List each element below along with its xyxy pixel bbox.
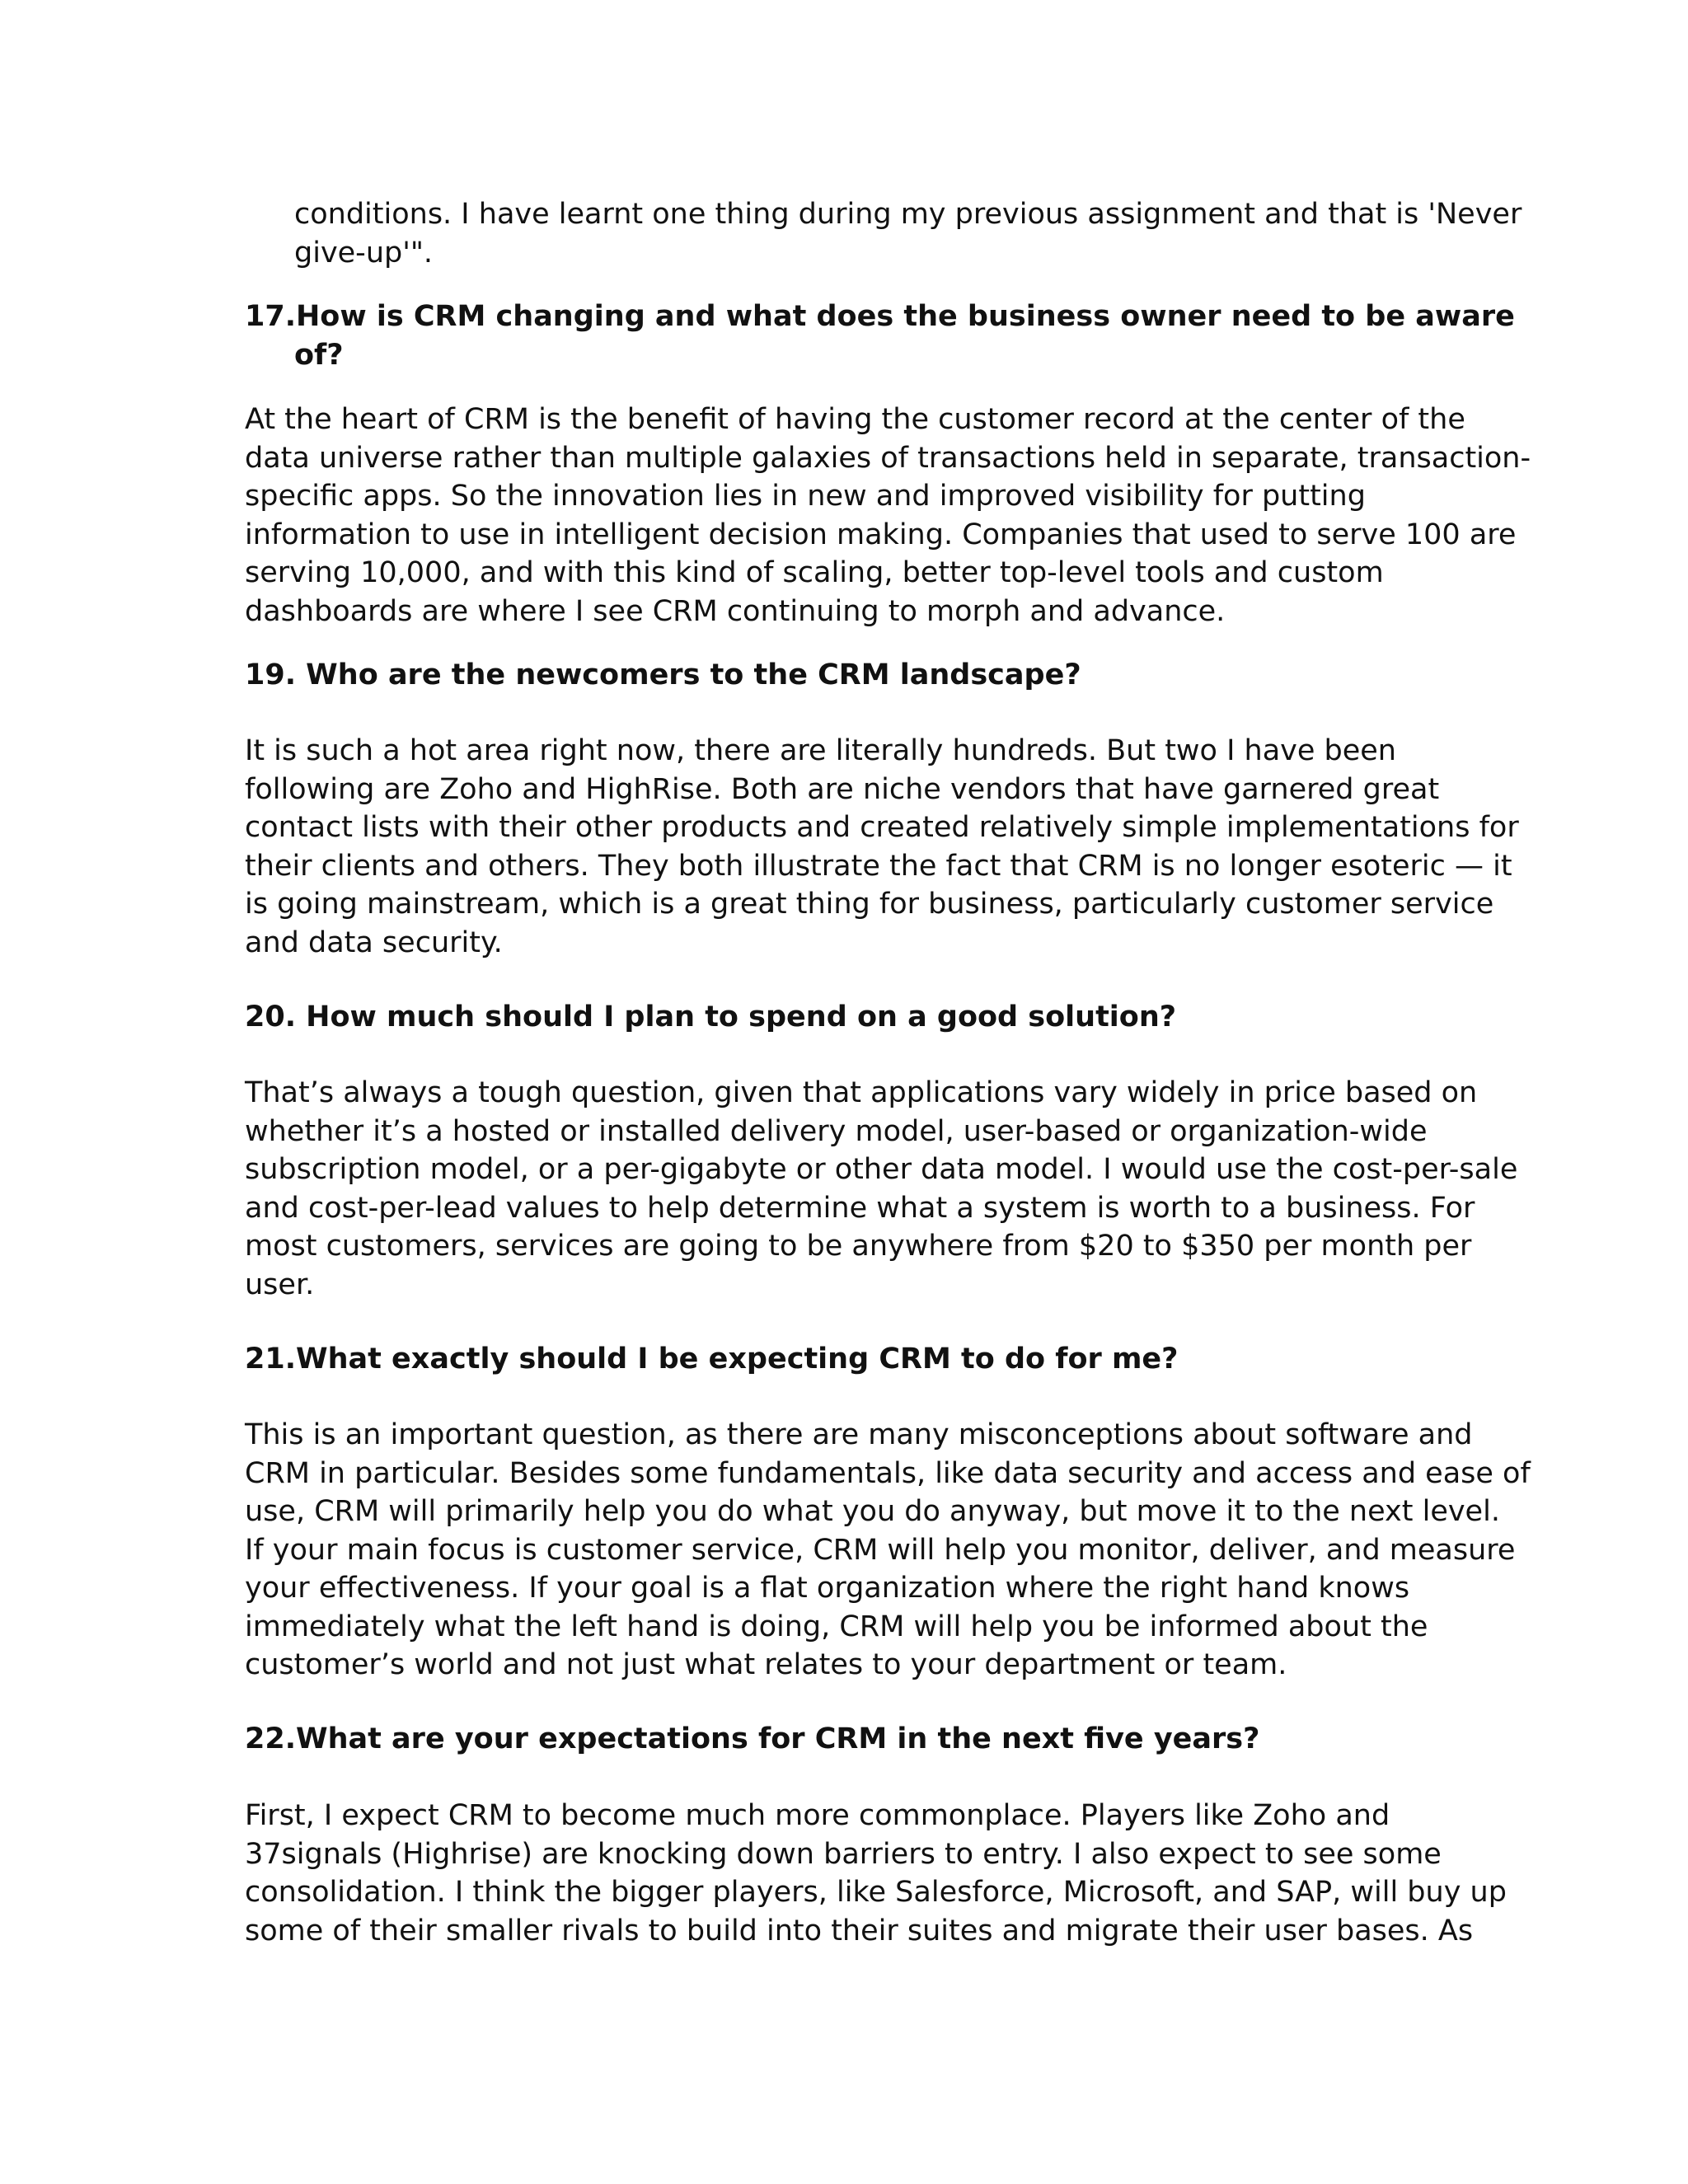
text-line: and data security. [245,926,503,959]
answer-19-paragraph [245,732,1519,962]
text-line: give-up'". [294,236,434,269]
heading-line: 17.How is CRM changing and what does the business owner need to be aware [245,300,1515,333]
heading-line: of? [294,338,344,372]
text-line: information to use in intelligent decision making. Companies that used to serve 100 are [245,518,1517,551]
text-line: If your main focus is customer service, CRM will help you monitor, deliver, and measure [245,1533,1516,1567]
text-line: whether it’s a hosted or installed delivery model, user-based or organization-wide [245,1114,1428,1148]
text-line: specific apps. So the innovation lies in new and improved visibility for putting [245,480,1366,513]
text-line: subscription model, or a per-gigabyte or other data model. I would use the cost-per-sale [245,1153,1518,1186]
text-line: contact lists with their other products and created relatively simple implementations for [245,811,1519,844]
text-line: 37signals (Highrise) are knocking down barriers to entry. I also expect to see some [245,1837,1442,1871]
text-line: use, CRM will primarily help you do what you do anyway, but move it to the next level. [245,1495,1500,1528]
answer-20-paragraph [245,1074,1518,1304]
text-line: conditions. I have learnt one thing during my previous assignment and that is 'Never [294,198,1522,231]
answer-22-paragraph [245,1797,1507,1950]
text-line: dashboards are where I see CRM continuing to morph and advance. [245,594,1226,628]
text-line: First, I expect CRM to become much more commonplace. Players like Zoho and [245,1799,1390,1832]
text-line: customer’s world and not just what relates to your department or team. [245,1648,1287,1681]
text-line: It is such a hot area right now, there are literally hundreds. But two I have been [245,734,1396,767]
text-line: immediately what the left hand is doing, CRM will help you be informed about the [245,1610,1428,1643]
text-line: and cost-per-lead values to help determine what a system is worth to a business. For [245,1191,1475,1225]
heading-line: 20. How much should I plan to spend on a good solution? [245,1001,1177,1033]
question-22-heading [245,1720,1481,1759]
text-line: following are Zoho and HighRise. Both are niche vendors that have garnered great [245,772,1440,806]
text-line: consolidation. I think the bigger players, like Salesforce, Microsoft, and SAP, will buy up [245,1876,1507,1909]
text-line: data universe rather than multiple galaxies of transactions held in separate, transaction- [245,441,1531,475]
heading-line: 22.What are your expectations for CRM in the next five years? [245,1722,1260,1755]
continuation-paragraph [294,195,1522,272]
text-line: is going mainstream, which is a great thing for business, particularly customer service [245,888,1494,921]
text-line: CRM in particular. Besides some fundamentals, like data security and access and ease of [245,1456,1531,1490]
text-line: some of their smaller rivals to build into their suites and migrate their user bases. As [245,1914,1474,1947]
text-line: user. [245,1268,315,1301]
heading-line: 21.What exactly should I be expecting CRM to do for me? [245,1343,1179,1376]
question-19-heading [245,656,1481,695]
text-line: their clients and others. They both illustrate the fact that CRM is no longer esoteric — it [245,849,1512,883]
text-line: most customers, services are going to be anywhere from $20 to $350 per month per [245,1230,1472,1263]
text-line: your effectiveness. If your goal is a flat organization where the right hand knows [245,1572,1410,1605]
question-21-heading [245,1340,1481,1379]
text-line: That’s always a tough question, given that applications vary widely in price based on [245,1076,1478,1109]
answer-21-paragraph [245,1416,1531,1685]
text-line: This is an important question, as there are many misconceptions about software and [245,1418,1473,1451]
heading-line: 19. Who are the newcomers to the CRM landscape? [245,658,1081,691]
answer-17-paragraph [245,401,1531,630]
question-17-heading [245,298,1515,374]
question-20-heading [245,998,1481,1037]
text-line: serving 10,000, and with this kind of scaling, better top-level tools and custom [245,556,1384,589]
text-line: At the heart of CRM is the benefit of having the customer record at the center of the [245,403,1465,436]
